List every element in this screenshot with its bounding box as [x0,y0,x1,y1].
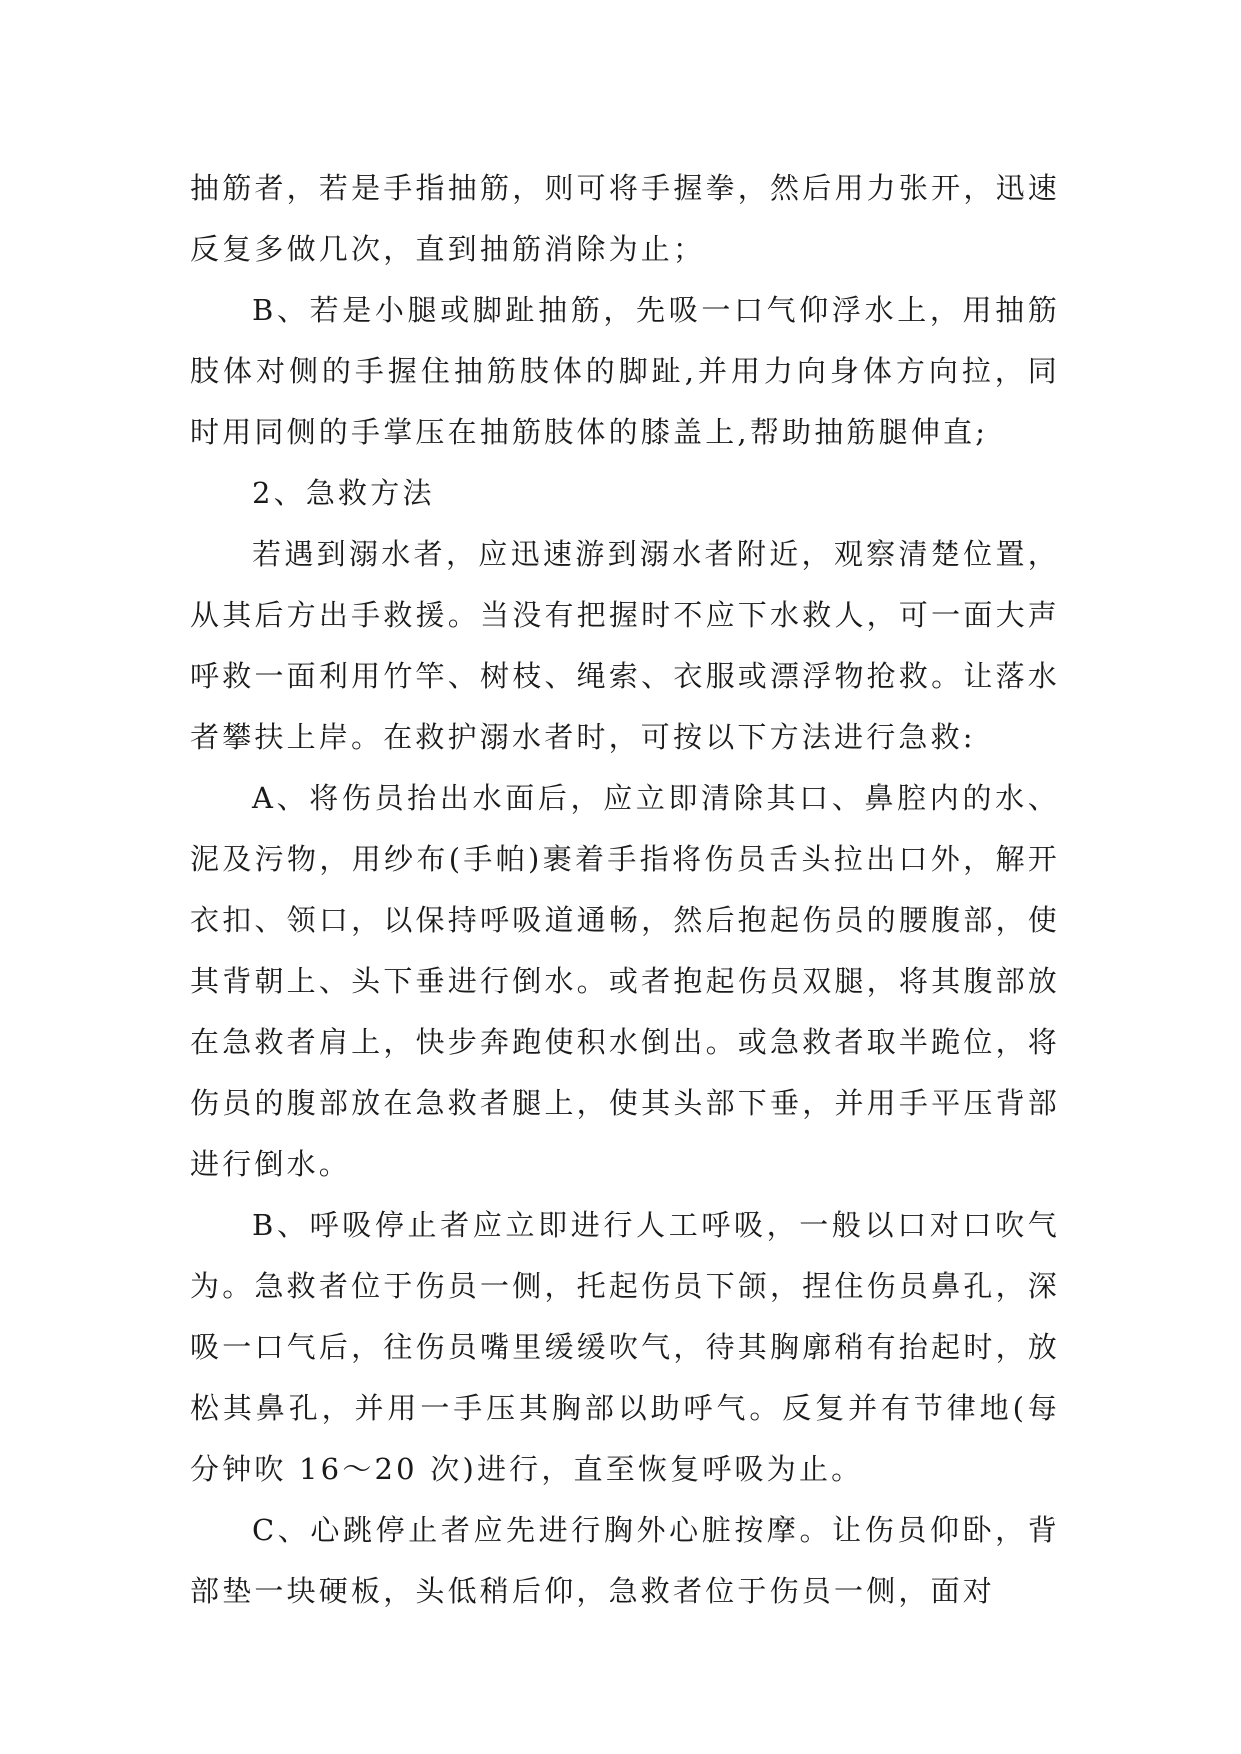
paragraph-2: B、若是小腿或脚趾抽筋，先吸一口气仰浮水上，用抽筋肢体对侧的手握住抽筋肢体的脚趾,并用力向身体方向拉，同时用同侧的手掌压在抽筋肢体的膝盖上,帮助抽筋腿伸直; [190,293,1060,449]
paragraph-3: 若遇到溺水者，应迅速游到溺水者附近，观察清楚位置，从其后方出手救援。当没有把握时不应下水救人，可一面大声呼救一面利用竹竿、树枝、绳索、衣服或漂浮物抢救。让落水者攀扶上岸。在救护溺水者时，可按以下方法进行急救: [190,537,1060,754]
body-text [190,158,1060,1622]
paragraph-5: B、呼吸停止者应立即进行人工呼吸，一般以口对口吹气为。急救者位于伤员一侧，托起伤员下颌，捏住伤员鼻孔，深吸一口气后，往伤员嘴里缓缓吹气，待其胸廓稍有抬起时，放松其鼻孔，并用一手压其胸部以助呼气。反复并有节律地(每分钟吹 16～20 次)进行，直至恢复呼吸为止。 [190,1208,1060,1486]
paragraph-1: 抽筋者，若是手指抽筋，则可将手握拳，然后用力张开，迅速反复多做几次，直到抽筋消除为止； [190,171,1060,266]
paragraph-4: A、将伤员抬出水面后，应立即清除其口、鼻腔内的水、泥及污物，用纱布(手帕)裹着手指将伤员舌头拉出口外，解开衣扣、领口，以保持呼吸道通畅，然后抱起伤员的腰腹部，使其背朝上、头下垂进行倒水。或者抱起伤员双腿，将其腹部放在急救者肩上，快步奔跑使积水倒出。或急救者取半跪位，将伤员的腹部放在急救者腿上，使其头部下垂，并用手平压背部进行倒水。 [190,781,1060,1181]
paragraph-6: C、心跳停止者应先进行胸外心脏按摩。让伤员仰卧，背部垫一块硬板，头低稍后仰，急救者位于伤员一侧，面对 [190,1513,1060,1608]
section-heading: 2、急救方法 [252,476,435,510]
